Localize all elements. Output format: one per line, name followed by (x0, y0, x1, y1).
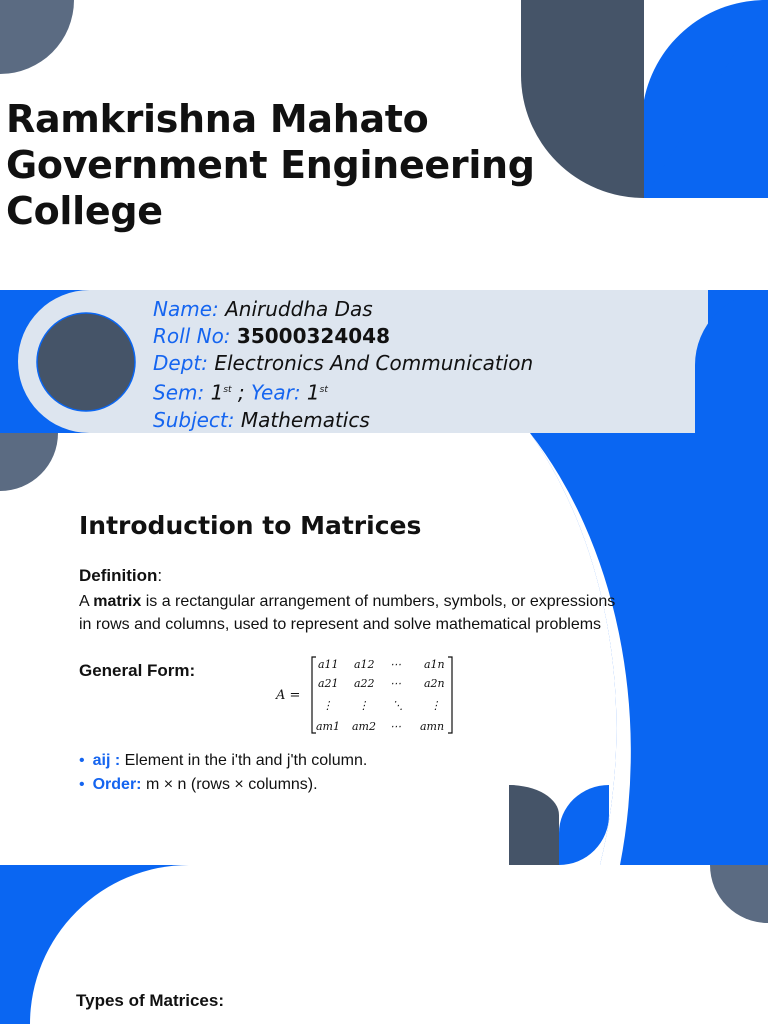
matrix-cell: ⋯ (390, 677, 401, 690)
dept-row (153, 350, 533, 377)
year-value: 1 (306, 380, 320, 405)
sem-sup: st (223, 385, 232, 395)
sem-label: Sem: (153, 380, 205, 405)
bullet-key: Order: (92, 776, 142, 793)
college-title (6, 96, 535, 234)
bullet-dot: • (79, 752, 85, 769)
matrix-cell: amn (420, 720, 445, 733)
bullet-key: aij : (92, 752, 121, 769)
year-label: Year: (251, 380, 301, 405)
blue-small-leaf (559, 785, 609, 865)
matrix-cell: a22 (354, 677, 375, 690)
title-slide (0, 0, 768, 290)
roll-row (153, 323, 533, 350)
list-item (79, 773, 367, 797)
matrix-cell: a21 (318, 677, 339, 690)
student-details (153, 296, 533, 433)
definition-bold: matrix (93, 593, 142, 610)
matrix-cell: a12 (354, 658, 375, 671)
blue-half-pill (695, 292, 768, 433)
types-slide (0, 865, 768, 1024)
matrix-cell: ⋯ (390, 720, 401, 733)
matrix-cell: ⋮ (358, 699, 369, 712)
bullet-text: m × n (rows × columns). (141, 776, 318, 793)
matrix-cell: ⋮ (322, 699, 333, 712)
list-item (79, 749, 367, 773)
matrix-cell: am1 (316, 720, 340, 733)
matrices-intro-slide (0, 433, 768, 865)
title-line: College (6, 189, 163, 233)
general-form-label: General Form: (79, 661, 196, 680)
definition-label: Definition (79, 566, 158, 585)
matrix-cell: a1n (424, 658, 445, 671)
matrix-cell: ⋮ (430, 699, 441, 712)
slate-circle (37, 313, 135, 411)
definition-heading (79, 566, 162, 586)
bullet-list (79, 749, 367, 797)
definition-rest: is a rectangular arrangement of numbers, symbols, or expressions in rows and columns, used to represent and solve mathematical problems (79, 593, 616, 633)
student-info-slide (0, 290, 768, 433)
subject-value: Mathematics (240, 407, 370, 432)
matrix-formula (270, 651, 460, 737)
definition-pre: A (79, 593, 94, 610)
slate-quarter-circle (0, 0, 74, 74)
dept-label: Dept: (153, 351, 208, 375)
separator: ; (237, 380, 245, 405)
roll-value: 35000324048 (236, 324, 390, 348)
matrix-cell: a11 (318, 658, 339, 671)
matrix-cell: a2n (424, 677, 445, 690)
slate-quarter-circle (0, 433, 58, 491)
bullet-text: Element in the i'th and j'th column. (120, 752, 368, 769)
name-row (153, 296, 533, 323)
right-bracket (448, 657, 452, 733)
dept-value: Electronics And Communication (214, 351, 534, 375)
slate-small-leaf-round (509, 785, 559, 865)
title-line: Government Engineering (6, 143, 535, 187)
matrix-lhs: A = (276, 688, 301, 703)
definition-colon: : (157, 566, 163, 585)
definition-text (79, 590, 619, 636)
subject-label: Subject: (153, 407, 235, 432)
subject-row (153, 407, 533, 433)
types-heading: Types of Matrices: (76, 991, 225, 1010)
matrix-cell: ⋯ (390, 658, 401, 671)
matrices-slide-decor (0, 433, 768, 865)
slate-leaf (521, 0, 644, 198)
section-heading: Introduction to Matrices (79, 511, 422, 540)
slate-quarter-circle (710, 865, 768, 923)
matrix-cell: am2 (352, 720, 376, 733)
bullet-dot: • (79, 776, 85, 793)
sem-year-row (153, 377, 533, 407)
blue-sweep (530, 433, 768, 865)
matrix-cell: ⋱ (392, 699, 403, 712)
sem-value: 1 (210, 380, 224, 405)
roll-label: Roll No: (153, 324, 231, 348)
name-value: Aniruddha Das (225, 297, 373, 321)
name-label: Name: (153, 297, 219, 321)
year-sup: st (319, 385, 328, 395)
title-line: Ramkrishna Mahato (6, 97, 429, 141)
